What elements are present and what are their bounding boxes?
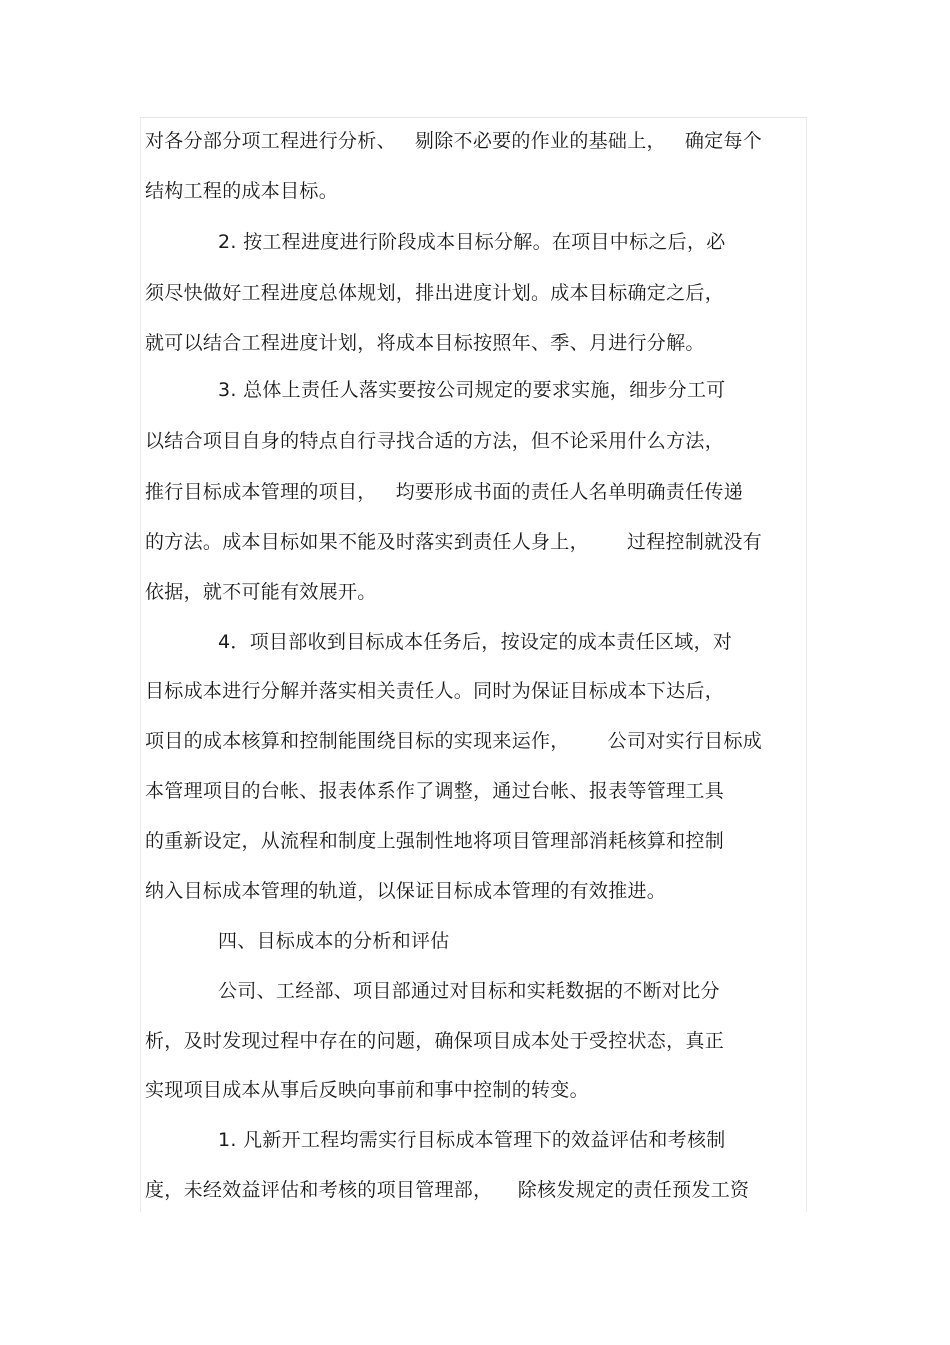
text-line: 就可以结合工程进度计划，将成本目标按照年、季、月进行分解。 bbox=[145, 332, 705, 354]
text-line: 推行目标成本管理的项目， 均要形成书面的责任人名单明确责任传递 bbox=[145, 481, 744, 503]
text-line: 以结合项目自身的特点自行寻找合适的方法，但不论采用什么方法， bbox=[145, 430, 725, 452]
text-line: 1. 凡新开工程均需实行目标成本管理下的效益评估和考核制 bbox=[218, 1129, 726, 1151]
text-line: 目标成本进行分解并落实相关责任人。同时为保证目标成本下达后， bbox=[145, 680, 725, 702]
text-line: 的方法。成本目标如果不能及时落实到责任人身上， 过程控制就没有 bbox=[145, 531, 763, 553]
text-line: 本管理项目的台帐、报表体系作了调整，通过台帐、报表等管理工具 bbox=[145, 780, 725, 802]
text-line: 依据，就不可能有效展开。 bbox=[145, 581, 377, 603]
text-line: 项目的成本核算和控制能围绕目标的实现来运作， 公司对实行目标成 bbox=[145, 730, 763, 752]
text-line: 纳入目标成本管理的轨道，以保证目标成本管理的有效推进。 bbox=[145, 880, 667, 902]
section-heading: 四、目标成本的分析和评估 bbox=[218, 930, 450, 952]
text-line: 析，及时发现过程中存在的问题，确保项目成本处于受控状态，真正 bbox=[145, 1030, 725, 1052]
text-line: 结构工程的成本目标。 bbox=[145, 180, 339, 202]
text-line: 的重新设定，从流程和制度上强制性地将项目管理部消耗核算和控制 bbox=[145, 830, 725, 852]
text-line: 度，未经效益评估和考核的项目管理部， 除核发规定的责任预发工资 bbox=[145, 1179, 750, 1201]
text-line: 3. 总体上责任人落实要按公司规定的要求实施，细步分工可 bbox=[218, 379, 726, 401]
text-line: 须尽快做好工程进度总体规划，排出进度计划。成本目标确定之后， bbox=[145, 282, 725, 304]
text-line: 对各分部分项工程进行分析、 剔除不必要的作业的基础上， 确定每个 bbox=[145, 130, 763, 152]
text-line: 4．项目部收到目标成本任务后，按设定的成本责任区域，对 bbox=[218, 631, 733, 653]
text-line: 2. 按工程进度进行阶段成本目标分解。在项目中标之后，必 bbox=[218, 231, 726, 253]
text-line: 实现项目成本从事后反映向事前和事中控制的转变。 bbox=[145, 1079, 589, 1101]
text-line: 公司、工经部、项目部通过对目标和实耗数据的不断对比分 bbox=[218, 980, 720, 1002]
